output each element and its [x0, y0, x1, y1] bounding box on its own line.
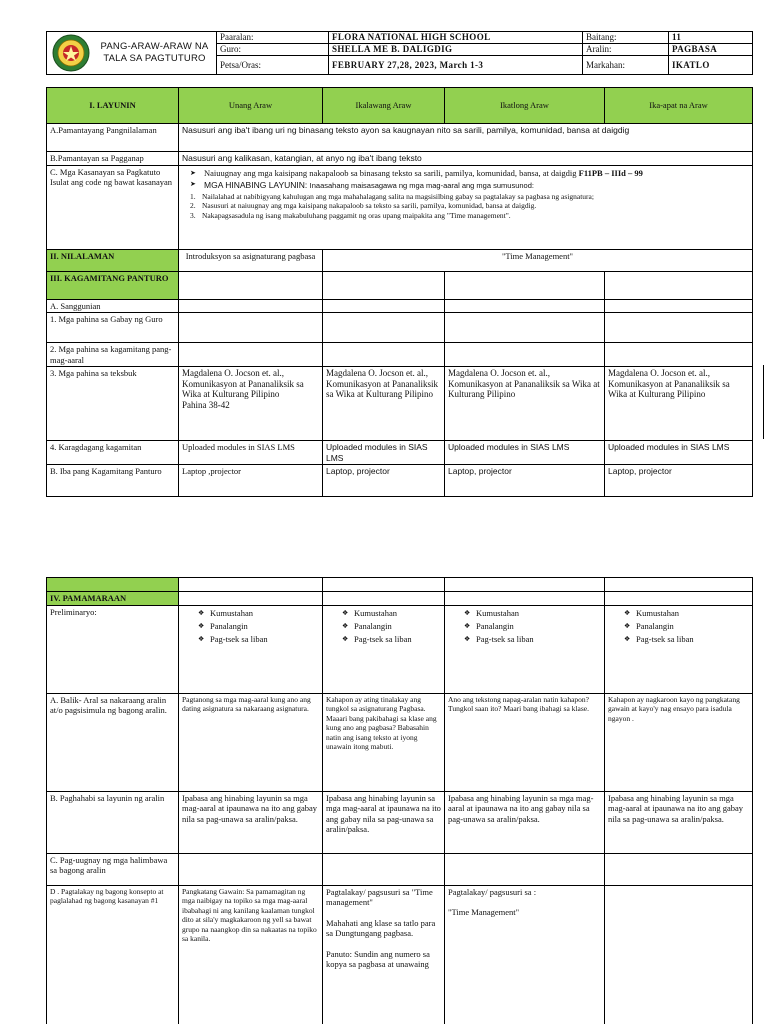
balik-day3: Ano ang tekstong napag-aralan natin kahapon? Tungkol saan ito? Maari bang ibahagi sa klase. — [445, 693, 605, 791]
prelim-item: ❖ Kumustahan — [608, 607, 749, 620]
pagtalakay-day1: Pangkatang Gawain: Sa pamamagitan ng mga naibigay na topiko sa mga mag-aaral ibabahagi ni ang kanilang kaalaman tungkol dito at sila'y magkakaroon ng yell sa bawat grupo na naangkop din sa nakaatas na topiko sa kanila. — [179, 885, 323, 1024]
balik-label: A. Balik- Aral sa nakaraang aralin at/o pagsisimula ng bagong aralin. — [47, 693, 179, 791]
aralin-label: Aralin: — [583, 43, 669, 55]
day3-header: Ikatlong Araw — [445, 88, 605, 124]
prelim-item: ❖ Panalangin — [182, 620, 319, 633]
kasanayan-content — [179, 165, 753, 249]
hinabing-text-2: Nasusuri at naiuugnay ang mga kaisipang nakapaloob sa teksto sa sarili, pamilya, komunidad, bansa at daigdig. — [202, 201, 537, 210]
kasanayan-text: Naiuugnay ang mga kaisipang nakapaloob sa binasang teksto sa sarili, pamilya, komunidad, bansa, at daigdig — [204, 167, 577, 178]
layunin-table — [46, 87, 753, 497]
pag-uugnay-label: C. Pag-uugnay ng mga halimbawa sa bagong aralin — [47, 853, 179, 885]
iba-day3: Laptop, projector — [445, 465, 605, 497]
petsa-label: Petsa/Oras: — [217, 55, 329, 74]
petsa-value: FEBRUARY 27,28, 2023, March 1-3 — [329, 55, 583, 74]
pamamaraan-label: IV. PAMAMARAAN — [47, 592, 179, 606]
paghahabi-day2: Ipabasa ang hinabing layunin sa mga mag-aaral at ipaunawa na ito ang gabay nila sa pag-unawa sa aralin/paksa. — [323, 791, 445, 853]
teksbuk-day1-title: Komunikasyon at Pananaliksik sa Wika at Kulturang Pilipino — [182, 378, 304, 399]
sanggunian-label: A. Sanggunian — [47, 299, 179, 313]
kasanayan-code: F11PB – IIId – 99 — [578, 167, 643, 178]
prelim-item: ❖ Panalangin — [448, 620, 601, 633]
paghahabi-day1: Ipabasa ang hinabing layunin sa mga mag-aaral at ipaunawa na ito ang gabay nila sa pag-unawa sa aralin/paksa. — [179, 791, 323, 853]
karagdagang-day4: Uploaded modules in SIAS LMS — [605, 441, 753, 465]
teksbuk-label: 3. Mga pahina sa teksbuk — [47, 367, 179, 441]
kasanayan-label: C. Mga Kasanayan sa Pagkatuto Isulat ang code ng bawat kasanayan — [47, 165, 179, 249]
baitang-value: 11 — [669, 32, 753, 44]
guro-value: SHELLA ME B. DALIGDIG — [329, 43, 583, 55]
teksbuk-day4: Magdalena O. Jocson et. al., Komunikasyon at Pananaliksik sa Wika at Kulturang Pilipino — [605, 367, 753, 441]
baitang-label: Baitang: — [583, 32, 669, 44]
pagganap-value: Nasusuri ang kalikasan, katangian, at anyo ng iba't ibang teksto — [179, 152, 753, 166]
kagamitan-label: III. KAGAMITANG PANTURO — [47, 271, 179, 299]
pagtalakay-day3 — [445, 885, 605, 1024]
pamamaraan-table — [46, 577, 753, 1024]
prelim-day2 — [323, 605, 445, 693]
hinabing-text-3: Nakapagsasadula ng isang makabuluhang paggamit ng oras upang maipakita ang "Time management". — [202, 210, 511, 220]
teksbuk-day3: Magdalena O. Jocson et. al., Komunikasyon at Pananaliksik sa Wika at Kulturang Pilipino — [445, 367, 605, 441]
iba-day1: Laptop ,projector — [179, 465, 323, 497]
hinabing-list-item: 1. Nailalahad at nabibigyang kahulugan ang mga mahahalagang salita na magsisilbing gabay sa pagtalakay sa pagbasa ng asignatura; — [190, 191, 594, 201]
prelim-item: ❖ Pag-tsek sa liban — [182, 633, 319, 646]
karagdagang-day1: Uploaded modules in SIAS LMS — [179, 441, 323, 465]
gabay-label: 1. Mga pahina sa Gabay ng Guro — [47, 313, 179, 343]
pagtalakay-day2-p1: Pagtalakay/ pagsusuri sa "Time management" — [326, 886, 433, 907]
hinabing-list-item: 2. Nasusuri at naiuugnay ang mga kaisipang nakapaloob sa teksto sa sarili, pamilya, komunidad, bansa at daigdig. — [190, 201, 537, 210]
prelim-item: ❖ Kumustahan — [448, 607, 601, 620]
prelim-item: ❖ Pag-tsek sa liban — [448, 633, 601, 646]
balik-day2: Kahapon ay ating tinalakay ang tungkol sa asignaturang Pagbasa. Maaari bang pakibahagi sa klase ang kung ano ang pagbasa? Babasahin natin ang isang teksto at iyong unawain itong mabuti. — [323, 693, 445, 791]
day2-header: Ikalawang Araw — [323, 88, 445, 124]
hinabing-subtitle: Inaasahang maisasagawa ng mga mag-aaral ang mga sumusunod: — [309, 180, 534, 190]
aralin-value: PAGBASA — [669, 43, 753, 55]
balik-day4: Kahapon ay nagkaroon kayo ng pangkatang gawain at kayo'y nag ensayo para isadula ngayon . — [605, 693, 753, 791]
teksbuk-day1 — [179, 367, 323, 441]
pagganap-label: B.Pamantayan sa Pagganap — [47, 152, 179, 166]
margin-bar — [763, 365, 764, 439]
teksbuk-day2: Magdalena O. Jocson et. al., Komunikasyon at Pananaliksik sa Wika at Kulturang Pilipino — [323, 367, 445, 441]
paaralan-label: Paaralan: — [217, 32, 329, 44]
nilalaman-day1: Introduksyon sa asignaturang pagbasa — [179, 249, 323, 271]
prelim-item: ❖ Kumustahan — [326, 607, 441, 620]
karagdagang-label: 4. Karagdagang kagamitan — [47, 441, 179, 465]
header-title-cell — [47, 32, 217, 75]
pagtalakay-day3-p1: Pagtalakay/ pagsusuri sa : — [448, 886, 537, 897]
header-title — [93, 41, 216, 65]
prelim-day4 — [605, 605, 753, 693]
nilalaman-rest: "Time Management" — [323, 249, 753, 271]
pagtalakay-day2-p3: Panuto: Sundin ang numero sa kopya sa pagbasa at unawaing — [326, 948, 430, 969]
hinabing-title: MGA HINABING LAYUNIN: — [204, 179, 308, 190]
prelim-day1 — [179, 605, 323, 693]
header-title-line1: PANG-ARAW-ARAW NA — [100, 41, 209, 52]
preliminaryo-label: Preliminaryo: — [47, 605, 179, 693]
paghahabi-label: B. Paghahabi sa layunin ng aralin — [47, 791, 179, 853]
iba-day4: Laptop, projector — [605, 465, 753, 497]
kasanayan-item — [190, 167, 749, 179]
paghahabi-day4: Ipabasa ang hinabing layunin sa mga mag-aaral at ipaunawa na ito ang gabay nila sa pag-unawa sa aralin/paksa. — [605, 791, 753, 853]
prelim-item: ❖ Pag-tsek sa liban — [608, 633, 749, 646]
paghahabi-day3: Ipabasa ang hinabing layunin sa mga mag-aaral at ipaunawa na ito ang gabay nila sa pag-unawa sa aralin/paksa. — [445, 791, 605, 853]
day1-header: Unang Araw — [179, 88, 323, 124]
header-table — [46, 31, 753, 75]
markahan-label: Markahan: — [583, 55, 669, 74]
iba-label: B. Iba pang Kagamitang Panturo — [47, 465, 179, 497]
prelim-item: ❖ Panalangin — [608, 620, 749, 633]
pamantayang-value: Nasusuri ang iba't ibang uri ng binasang teksto ayon sa kaugnayan nito sa sarili, pamilya, komunidad, bansa at daigdig — [179, 124, 753, 152]
teksbuk-day1-author: Magdalena O. Jocson et. al., — [182, 368, 284, 378]
guro-label: Guro: — [217, 43, 329, 55]
balik-day1: Pagtanong sa mga mag-aaral kung ano ang dating asignatura sa nakaraang asignatura. — [179, 693, 323, 791]
prelim-item: ❖ Panalangin — [326, 620, 441, 633]
school-seal-icon — [49, 33, 93, 73]
markahan-value: IKATLO — [669, 55, 753, 74]
pagtalakay-label: D . Pagtalakay ng bagong konsepto at paglalahad ng bagong kasanayan #1 — [47, 885, 179, 1024]
pagtalakay-day2 — [323, 885, 445, 1024]
hinabing-text-1: Nailalahad at nabibigyang kahulugan ang mga mahahalagang salita na magsisilbing gabay sa pagtalakay sa pagbasa ng asignatura; — [202, 191, 594, 201]
day4-header: Ika-apat na Araw — [605, 88, 753, 124]
pamantayang-label: A.Pamantayang Pangnilalaman — [47, 124, 179, 152]
prelim-item: ❖ Pag-tsek sa liban — [326, 633, 441, 646]
layunin-header: I. LAYUNIN — [47, 88, 179, 124]
kagamitang-label: 2. Mga pahina sa kagamitang pang-mag-aaral — [47, 343, 179, 367]
header-title-line2: TALA SA PAGTUTURO — [103, 53, 206, 64]
karagdagang-day2: Uploaded modules in SIAS LMS — [323, 441, 445, 465]
pagtalakay-day3-p2: "Time Management" — [448, 907, 520, 917]
prelim-day3 — [445, 605, 605, 693]
prelim-item: ❖ Kumustahan — [182, 607, 319, 620]
pagtalakay-day2-p2: Mahahati ang klase sa tatlo para sa Dungtungang pagbasa. — [326, 917, 436, 938]
karagdagang-day3: Uploaded modules in SIAS LMS — [445, 441, 605, 465]
teksbuk-day1-pages: Pahina 38-42 — [182, 399, 230, 410]
paaralan-value: FLORA NATIONAL HIGH SCHOOL — [329, 32, 583, 44]
iba-day2: Laptop, projector — [323, 465, 445, 497]
hinabing-list-item: 3. Nakapagsasadula ng isang makabuluhang paggamit ng oras upang maipakita ang "Time management". — [190, 210, 511, 220]
hinabing-item — [190, 179, 749, 192]
nilalaman-label: II. NILALAMAN — [47, 249, 179, 271]
